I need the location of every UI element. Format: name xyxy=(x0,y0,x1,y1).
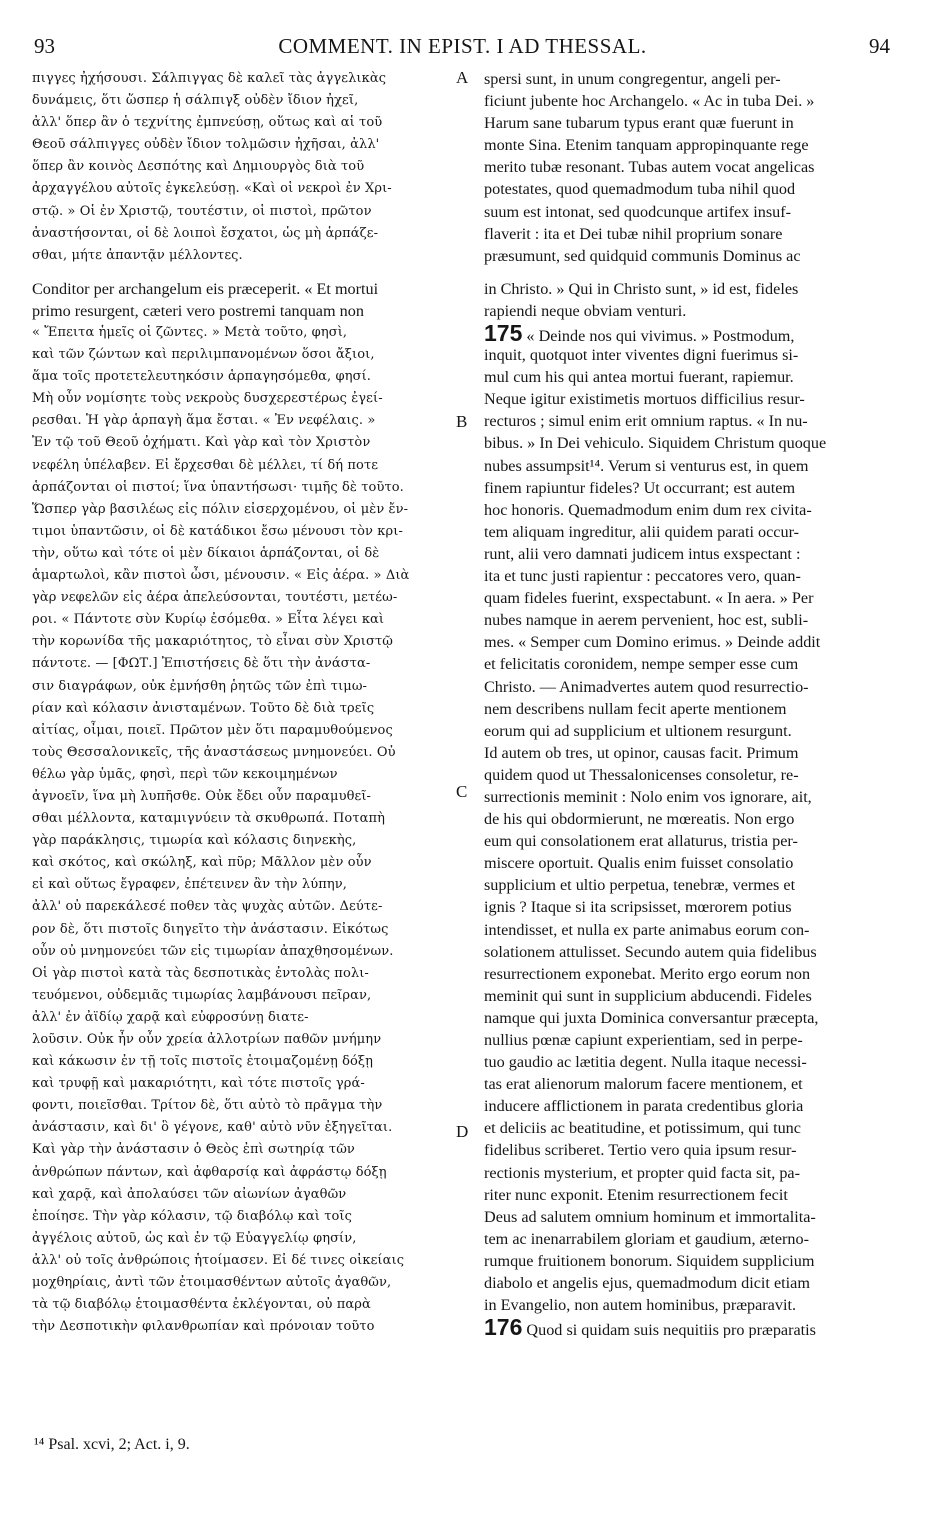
latin-text-line xyxy=(484,963,894,985)
greek-text-line: πιγγες ἠχήσουσι. Σάλπιγγας δὲ καλεῖ τὰς ἀγγελικὰς xyxy=(32,71,387,86)
greek-text-line: τοὺς Θεσσαλονικεῖς, τῆς ἀναστάσεως μνημονεύει. Οὐ xyxy=(32,744,396,760)
latin-text-line xyxy=(484,1073,894,1095)
latin-text-line xyxy=(484,432,894,454)
latin-line-text: in Evangelio, non autem hominibus, præparavit. xyxy=(484,1296,797,1315)
latin-line-text: mes. « Semper cum Domino erimus. » Deinde addit xyxy=(484,633,821,652)
greek-text-line: Θεοῦ σάλπιγγες οὐδὲν ἴδιον τολμῶσιν ἠχῆσαι, ἀλλ' xyxy=(32,137,380,153)
latin-text-line: ficiunt jubente hoc Archangelo. « Ac in tuba Dei. » xyxy=(484,92,815,111)
latin-text-line xyxy=(484,1095,894,1117)
greek-text-line: Ἐν τῷ τοῦ Θεοῦ ὀχήματι. Καὶ γὰρ καὶ τὸν Χριστὸν xyxy=(32,435,371,451)
greek-text-line: καὶ σκότος, καὶ σκώληξ, καὶ πῦρ; Μᾶλλον μὲν οὖν xyxy=(32,855,372,871)
latin-line-text: namque qui juxta Dominica conversantur præcepta, xyxy=(484,1008,819,1027)
greek-text-line: ἀγγέλοις αὐτοῦ, ὡς καὶ ἐν τῷ Εὐαγγελίῳ φησίν, xyxy=(32,1230,357,1246)
latin-text-line xyxy=(484,653,894,675)
greek-text-line: καὶ τρυφῇ καὶ μακαριότητι, καὶ τότε πιστοῖς γρά- xyxy=(32,1076,365,1092)
latin-line-text: solationem attulisset. Secundo autem quia fidelibus xyxy=(484,942,817,961)
greek-text-line: τὴν Δεσποτικὴν φιλανθρωπίαν καὶ πρόνοιαν τοῦτο xyxy=(32,1319,375,1335)
greek-text-line: τευόμενοι, οὐδεμιᾶς τιμωρίας λαμβάνουσι πεῖραν, xyxy=(32,987,372,1003)
footnote: ¹⁴ Psal. xcvi, 2; Act. i, 9. xyxy=(34,1436,190,1453)
latin-line-text: rectionis mysterium, et propter quid facta sit, pa- xyxy=(484,1163,801,1182)
latin-text-line xyxy=(484,852,894,874)
latin-text-line xyxy=(484,985,894,1007)
greek-text-line: ὅπερ ἂν κοινὸς Δεσπότης καὶ Δημιουργὸς διὰ τοῦ xyxy=(32,159,365,175)
latin-line-right-part: rapiendi neque obviam venturi. xyxy=(484,302,687,321)
latin-text-line: præsumunt, sed quidquid communis Dominus ac xyxy=(484,246,801,265)
greek-text-line: ἀρχαγγέλου αὐτοῖς ἐγκελεύσῃ. «Καὶ οἱ νεκροὶ ἐν Χρι- xyxy=(32,181,392,197)
latin-text-line xyxy=(484,1117,894,1139)
latin-text-line xyxy=(484,1206,894,1228)
greek-text-line: ροι. « Πάντοτε σὺν Κυρίῳ ἐσόμεθα. » Εἶτα λέγει καὶ xyxy=(32,612,385,628)
latin-line-text: nubes assumpsit¹⁴. Verum si venturus est, in quem xyxy=(484,456,809,475)
latin-line-text: et felicitatis coronidem, nempe semper esse cum xyxy=(484,655,799,674)
section-number: 176 xyxy=(484,1316,523,1339)
latin-line-text: miscere oportuit. Qualis enim fuisset consolatio xyxy=(484,854,794,873)
latin-line-text: meminit qui sunt in supplicium abducendi. Fideles xyxy=(484,986,812,1005)
latin-text-line xyxy=(484,676,894,698)
greek-text-line: γὰρ νεφελῶν εἰς ἀέρα ἀπελεύσονται, τουτέστι, μετέω- xyxy=(32,590,398,606)
latin-line-right-part: in Christo. » Qui in Christo sunt, » id est, fideles xyxy=(484,280,799,298)
running-title: COMMENT. IN EPIST. I AD THESSAL. xyxy=(278,34,647,58)
greek-text-line: ἀγνοεῖν, ἵνα μὴ λυπῆσθε. Οὐκ ἔδει οὖν παραμυθεῖ- xyxy=(32,788,372,804)
greek-text-line: ἀλλ' οὐ τοῖς ἀνθρώποις ἡτοίμασεν. Εἰ δέ τινες οἰκείαις xyxy=(32,1252,405,1268)
latin-line-text: riter nunc exponit. Etenim resurrectionem fecit xyxy=(484,1185,788,1204)
latin-text-line xyxy=(484,742,894,764)
latin-text-line: spersi sunt, in unum congregentur, angeli per- xyxy=(484,70,781,88)
latin-line-text: de his qui obdormierunt, ne mœreatis. Non ergo xyxy=(484,810,795,829)
greek-text-line: θέλω γὰρ ὑμᾶς, φησὶ, περὶ τῶν κεκοιμημένων xyxy=(32,766,338,782)
latin-text-line xyxy=(484,455,894,477)
latin-text-line xyxy=(484,521,894,543)
margin-letter-a: A xyxy=(456,68,469,87)
greek-text-line: σθαι, μήτε ἀπαντᾷν μέλλοντες. xyxy=(32,247,243,263)
greek-text-line: ἀλλ' ἐν ἀϊδίῳ χαρᾷ καὶ εὐφροσύνῃ διατε- xyxy=(32,1009,309,1025)
latin-line-text: intendisset, et nulla ex parte animabus eorum con- xyxy=(484,920,810,939)
greek-text-line: Ὥσπερ γὰρ βασιλέως εἰς πόλιν εἰσερχομένου, οἱ μὲν ἔν- xyxy=(32,501,409,517)
greek-text-line: ἐποίησε. Τὴν γὰρ κόλασιν, τῷ διαβόλῳ καὶ τοῖς xyxy=(32,1208,353,1224)
latin-line-text: resurrectionem exponebat. Merito ergo eorum non xyxy=(484,964,811,983)
greek-text-line: Μὴ οὖν νομίσητε τοὺς νεκροὺς δυσχερεστέρως ἐγεί- xyxy=(32,391,383,407)
latin-text-line xyxy=(484,830,894,852)
greek-text-line: λοῦσιν. Οὐκ ἦν οὖν χρεία ἀλλοτρίων παθῶν μνήμην xyxy=(32,1032,382,1047)
latin-text-line xyxy=(484,1007,894,1029)
greek-text-line: καὶ χαρᾷ, καὶ ἀπολαύσει τῶν αἰωνίων ἀγαθῶν xyxy=(32,1186,347,1202)
latin-line-text: Deus ad salutem omnium hominum et immortalita- xyxy=(484,1207,816,1226)
greek-text-line: ρον δὲ, ὅτι πιστοῖς διηγεῖτο τὴν ἀνάστασιν. Εἰκότως xyxy=(32,921,389,937)
latin-text-line xyxy=(484,477,894,499)
latin-line-text: nubes namque in aerem pervenient, hoc est, subli- xyxy=(484,611,809,630)
latin-text-line xyxy=(484,366,894,388)
greek-text-line: ἀνθρώπων πάντων, καὶ ἀφθαρσίᾳ καὶ ἀφράστῳ δόξῃ xyxy=(32,1164,387,1180)
greek-text-line: μοχθηρίαις, ἀντὶ τῶν ἐτοιμασθέντων αὐτοῖς ἀγαθῶν, xyxy=(32,1275,392,1291)
greek-text-line: ρίαν καὶ κόλασιν ἀνισταμένων. Τοῦτο δὲ διὰ τρεῖς xyxy=(32,700,375,716)
latin-text-line xyxy=(484,1316,894,1338)
latin-text-line: merito tubæ resonant. Tubas autem vocat angelicas xyxy=(484,158,815,177)
greek-text-line: ἀλλ' ὅπερ ἂν ὁ τεχνίτης ἐμπνεύσῃ, οὕτως καὶ αἱ τοῦ xyxy=(32,115,383,131)
latin-line-text: ignis ? Itaque si ita scripsisset, mœrorem potius xyxy=(484,898,792,917)
latin-text-line xyxy=(484,499,894,521)
latin-text-line xyxy=(484,896,894,918)
greek-text-line: Οἱ γὰρ πιστοὶ κατὰ τὰς δεσποτικὰς ἐντολὰς πολι- xyxy=(32,965,369,981)
greek-text-line: οὖν οὐ μνημονεύει τῶν εἰς τιμωρίαν ἀπαχθησομένων. xyxy=(32,943,394,959)
latin-line-text: et deliciis ac beatitudine, et potissimum, qui tunc xyxy=(484,1119,801,1138)
greek-text-line: ἀλλ' οὐ παρεκάλεσέ ποθεν τὰς ψυχὰς αὐτῶν. Δεύτε- xyxy=(32,899,383,915)
latin-line-text: eum qui consolationem erat allaturus, tristia per- xyxy=(484,832,798,851)
latin-line-text: hoc honoris. Quemadmodum enim dum rex civita- xyxy=(484,500,812,519)
latin-line-text: quidem quod ut Thessalonicenses consoletur, re- xyxy=(484,765,799,784)
latin-line-text: inquit, quotquot inter viventes digni fuerimus si- xyxy=(484,346,799,365)
greek-text-line: Καὶ γὰρ τὴν ἀνάστασιν ὁ Θεὸς ἐπὶ σωτηρίᾳ τῶν xyxy=(32,1142,355,1158)
latin-line-text: Neque igitur existimetis mortuos difficilius resur- xyxy=(484,390,805,409)
latin-text-line xyxy=(484,587,894,609)
latin-text-line xyxy=(484,786,894,808)
greek-text-line: γὰρ παράκλησις, τιμωρία καὶ κόλασις διηνεκὴς, xyxy=(32,833,357,849)
latin-line-left-part: Conditor per archangelum eis præceperit. « Et mortui xyxy=(32,280,379,298)
latin-text-line xyxy=(484,698,894,720)
latin-text-line xyxy=(484,764,894,786)
latin-line-text: quam fideles fuerint, exspectabunt. « In aera. » Per xyxy=(484,589,814,608)
latin-text-line xyxy=(484,609,894,631)
greek-text-line: εἰ καὶ οὕτως ἔγραφεν, ἐπέτεινεν ἂν τὴν λύπην, xyxy=(32,877,347,893)
latin-text-line xyxy=(484,1139,894,1161)
margin-letter-c: C xyxy=(456,782,468,801)
latin-line-left-part: primo resurgent, cæteri vero postremi tanquam non xyxy=(32,302,364,321)
latin-line-text: bibus. » In Dei vehiculo. Siquidem Christum quoque xyxy=(484,434,827,453)
latin-line-text: nullius pœnæ capiunt experientiam, sed in perpe- xyxy=(484,1031,803,1049)
latin-line-text: eorum qui ad supplicium et ultionem resurgunt. xyxy=(484,721,792,740)
greek-text-line: ἁμαρτωλοὶ, κἂν πιστοὶ ὦσι, μένουσιν. « Εἰς ἀέρα. » Διὰ xyxy=(32,568,410,584)
latin-text-line xyxy=(484,1272,894,1294)
latin-column-main xyxy=(484,322,894,1338)
latin-text-line xyxy=(484,941,894,963)
latin-line-text: tem ac inenarrabilem gloriam et gaudium, æterno- xyxy=(484,1229,809,1248)
latin-text-line xyxy=(484,1162,894,1184)
latin-line-text: Christo. — Animadvertes autem quod resurrectio- xyxy=(484,677,809,696)
latin-text-line xyxy=(484,919,894,941)
latin-line-text: supplicium et ultio perpetua, tenebræ, vermes et xyxy=(484,876,796,895)
margin-letter-d: D xyxy=(456,1122,469,1141)
greek-text-line: ρεσθαι. Ἡ γὰρ ἁρπαγὴ ἅμα ἔσται. « Ἐν νεφέλαις. » xyxy=(32,413,376,429)
latin-line-text: tuo gaudio ac lætitia degent. Nulla itaque necessi- xyxy=(484,1053,807,1072)
greek-text-line: « Ἔπειτα ἡμεῖς οἱ ζῶντες. » Μετὰ τοῦτο, φησὶ, xyxy=(32,325,348,340)
latin-line-text: tem aliquam ingreditur, alii quidem parati occur- xyxy=(484,522,800,541)
latin-line-text: recturos ; simul enim erit omnium raptus. « In nu- xyxy=(484,412,808,431)
greek-text-line: αἰτίας, οἶμαι, ποιεῖ. Πρῶτον μὲν ὅτι παραμυθούμενος xyxy=(32,722,393,738)
latin-line-text: tas erat alienorum malorum facere mentionem, et xyxy=(484,1075,803,1094)
latin-line-text: Id autem ob tres, ut opinor, causas facit. Primum xyxy=(484,743,799,762)
greek-text-line: ἀνάστασιν, καὶ δι' ὃ γέγονε, καθ' αὐτὸ νῦν ἐξηγεῖται. xyxy=(32,1120,393,1136)
greek-text-line: καὶ κάκωσιν ἐν τῇ τοῖς πιστοῖς ἑτοιμαζομένῃ δόξῃ xyxy=(32,1054,374,1070)
margin-letter-b: B xyxy=(456,412,468,431)
greek-text-line: ἅμα τοῖς προτετελευτηκόσιν ἁρπαγησόμεθα, φησί. xyxy=(32,369,372,385)
greek-column-main xyxy=(32,322,464,1338)
latin-line-text: « Deinde nos qui vivimus. » Postmodum, xyxy=(526,327,795,345)
latin-line-text: rumque fruitionem bonorum. Siquidem supplicium xyxy=(484,1251,815,1270)
greek-text-line: τὴν, οὕτω καὶ τότε οἱ μὲν δίκαιοι ἁρπάζονται, οἱ δὲ xyxy=(32,545,380,561)
latin-text-line: monte Sina. Etenim tanquam appropinquante rege xyxy=(484,136,809,155)
full-width-line xyxy=(32,300,894,322)
latin-text-line xyxy=(484,1051,894,1073)
latin-line-text: runt, alii vero damnati judicem intus exspectant : xyxy=(484,544,801,563)
page-number-right: 94 xyxy=(869,34,890,58)
greek-text-line: νεφέλη ὑπέλαβεν. Εἰ ἔρχεσθαι δὲ μέλλει, τί δή ποτε xyxy=(32,457,379,473)
latin-text-line xyxy=(484,410,894,432)
latin-text-line xyxy=(484,720,894,742)
greek-text-line: τὴν κορωνίδα τῆς μακαριότητος, τὸ εἶναι σὺν Χριστῷ xyxy=(32,634,393,650)
latin-text-line xyxy=(484,874,894,896)
greek-text-line: στῷ. » Οἱ ἐν Χριστῷ, τουτέστιν, οἱ πιστοὶ, πρῶτον xyxy=(32,203,372,219)
latin-line-text: inducere afflictionem in parata credentibus gloria xyxy=(484,1097,804,1116)
greek-text-line: καὶ τῶν ζώντων καὶ περιλιμπανομένων ὅσοι ἄξιοι, xyxy=(32,347,375,363)
latin-text-line xyxy=(484,1029,894,1051)
latin-line-text: nem describens nullam fecit aperte mentionem xyxy=(484,699,787,718)
latin-line-text: ita et tunc justi rapientur : peccatores vero, quan- xyxy=(484,567,801,586)
latin-line-text: diabolo et angelis ejus, quemadmodum dicit etiam xyxy=(484,1274,810,1293)
latin-text-line: Harum sane tubarum typus erant quæ fuerunt in xyxy=(484,114,794,133)
latin-text-line xyxy=(484,1250,894,1272)
latin-text-line xyxy=(484,808,894,830)
latin-text-line xyxy=(484,631,894,653)
latin-column-top xyxy=(484,68,894,267)
latin-text-line xyxy=(484,1228,894,1250)
page-number-left: 93 xyxy=(34,34,55,58)
latin-text-line xyxy=(484,1184,894,1206)
greek-column-top xyxy=(32,68,452,267)
greek-text-line: ἀναστήσονται, οἱ δὲ λοιποὶ ἔσχατοι, ὡς μὴ ἁρπάζε- xyxy=(32,225,379,241)
section-number: 175 xyxy=(484,322,523,345)
latin-text-line: flaverit : ita et Dei tubæ nihil proprium sonare xyxy=(484,224,783,243)
greek-text-line: δυνάμεις, ὅτι ὥσπερ ἡ σάλπιγξ οὐδὲν ἴδιον ἠχεῖ, xyxy=(32,93,359,109)
latin-text-line xyxy=(484,565,894,587)
greek-text-line: σιν διαγράφων, οὐκ ἐμνήσθη ῥητῶς τῶν ἐπὶ τιμω- xyxy=(32,678,368,694)
latin-line-text: fidelibus scriberet. Tertio vero quia ipsum resur- xyxy=(484,1141,797,1160)
greek-text-line: τιμοι ὑπαντῶσιν, οἱ δὲ κατάδικοι ἔσω μένουσι τὸν κρι- xyxy=(32,523,403,539)
latin-text-line xyxy=(484,322,894,344)
latin-line-text: mul cum his qui antea mortui fuerant, rapiemur. xyxy=(484,368,794,387)
latin-text-line: potestates, quod quemadmodum tuba nihil quod xyxy=(484,180,796,199)
latin-text-line xyxy=(484,543,894,565)
page-header xyxy=(0,34,925,62)
greek-text-line: φοντι, ποιεῖσθαι. Τρίτον δὲ, ὅτι αὐτὸ τὸ πρᾶγμα τὴν xyxy=(32,1098,383,1114)
latin-text-line: suum est intonat, sed quodcunque artifex insuf- xyxy=(484,202,792,221)
greek-text-line: τὰ τῷ διαβόλῳ ἑτοιμασθέντα ἐκλέγονται, οὐ παρὰ xyxy=(32,1297,371,1313)
transition-lines xyxy=(32,278,894,322)
latin-text-line xyxy=(484,388,894,410)
latin-text-line xyxy=(484,344,894,366)
latin-line-text: surrectionis meminit : Nolo enim vos ignorare, ait, xyxy=(484,787,812,806)
latin-line-text: Quod si quidam suis nequitiis pro præparatis xyxy=(526,1321,816,1339)
greek-text-line: σθαι μέλλοντα, καταμιγνύειν τὰ σκυθρωπά. Ποταπὴ xyxy=(32,811,386,827)
latin-line-text: finem rapiuntur fideles? Ut occurrant; est autem xyxy=(484,478,796,497)
greek-text-line: πάντοτε. — [ΦΩΤ.] Ἐπιστήσεις δὲ ὅτι τὴν ἀνάστα- xyxy=(32,656,371,672)
full-width-line xyxy=(32,278,894,300)
greek-text-line: ἁρπάζονται οἱ πιστοί; ἵνα ὑπαντήσωσι· τιμῆς δὲ τοῦτο. xyxy=(32,479,404,495)
latin-text-line xyxy=(484,1294,894,1316)
